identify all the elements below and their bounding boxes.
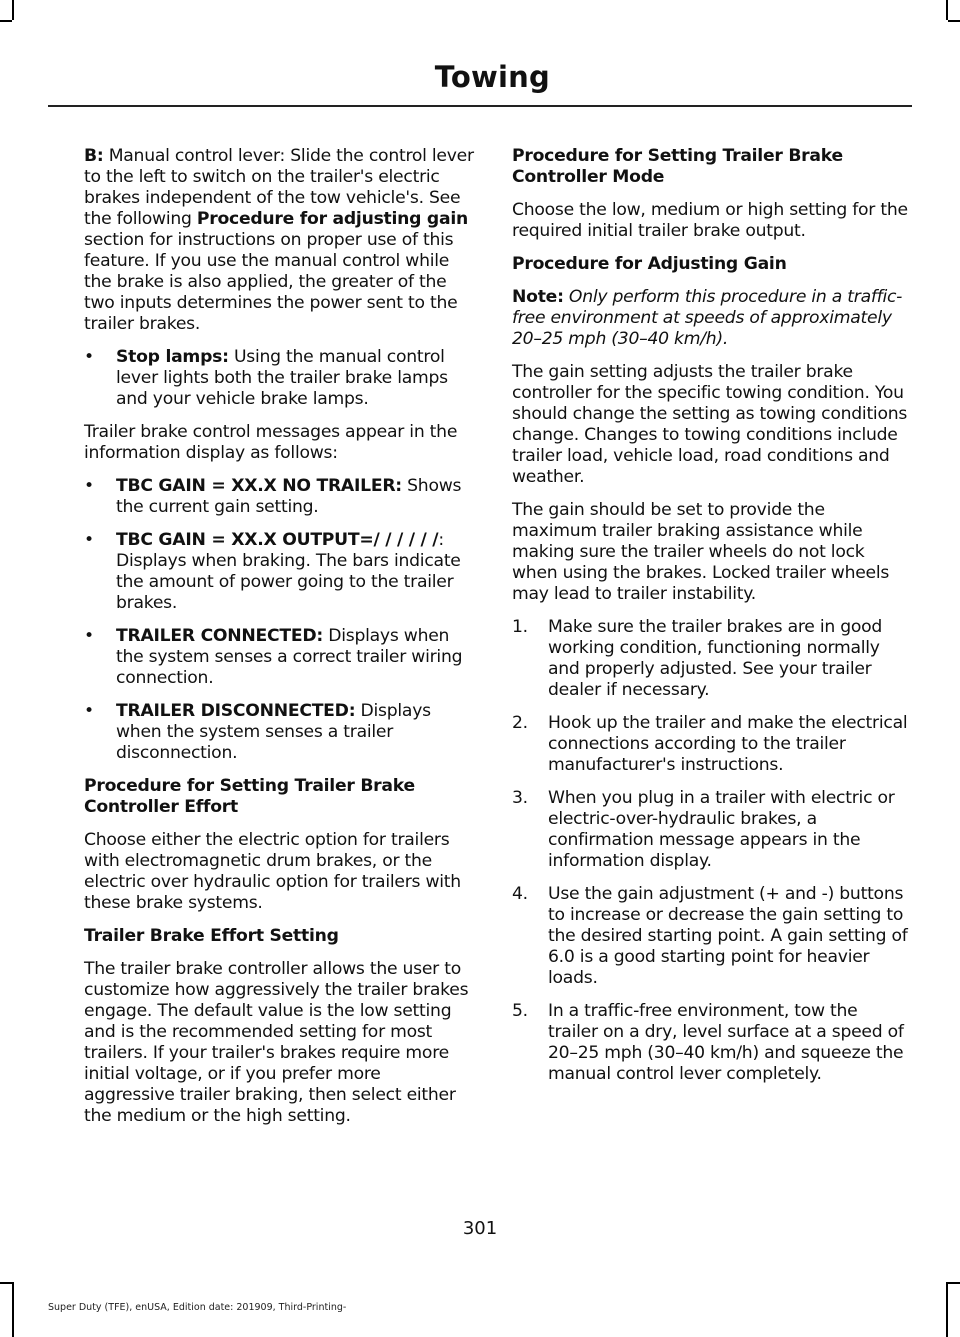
list-item: • TRAILER CONNECTED: Displays when the system senses a correct trailer wiring connection. [84, 626, 463, 688]
list-item: • TBC GAIN = XX.X OUTPUT=/ / / / / /: Displays when braking. The bars indicate the amount of power going to the trailer brakes. [84, 530, 461, 613]
gain-paragraph-1: The gain setting adjusts the trailer brake controller for the specific towing condition. You should change the setting as towing conditions change. Changes to towing conditions include trailer load, vehicle load, road conditions and weather. [512, 362, 908, 487]
list-item: • Stop lamps: Using the manual control lever lights both the trailer brake lamps and your vehicle brake lamps. [84, 347, 448, 409]
step-number: 1. [512, 617, 528, 637]
crop-mark-bottom-left-v [12, 1282, 14, 1337]
crop-mark-top-right-h [948, 20, 960, 22]
list-item: 5. In a traffic-free environment, tow the trailer on a dry, level surface at a speed of 20–25 mph (30–40 km/h) and squeeze the manual control lever completely. [512, 1001, 904, 1084]
bullet-marker: • [84, 701, 94, 721]
header-divider [48, 105, 912, 107]
manual-lever-paragraph: B: Manual control lever: Slide the control lever to the left to switch on the trailer's electric brakes independent of the tow vehicle's. See the following Procedure for adjusting gain section for instructions on proper use of this feature. If you use the manual control while the brake is also applied, the greater of the two inputs determines the power sent to the trailer brakes. [84, 146, 474, 334]
page-number: 301 [462, 1218, 498, 1239]
list-item: • TRAILER DISCONNECTED: Displays when the system senses a trailer disconnection. [84, 701, 431, 763]
gain-steps-list [512, 617, 908, 1085]
cross-reference: Procedure for adjusting gain [196, 209, 468, 229]
step-number: 3. [512, 788, 528, 808]
crop-mark-top-left-v [12, 0, 14, 20]
page-title: Towing [434, 60, 550, 94]
list-item: 3. When you plug in a trailer with electric or electric-over-hydraulic brakes, a confirmation message appears in the information display. [512, 788, 895, 871]
stop-lamps-list [84, 347, 476, 410]
note-label: Note: [512, 287, 564, 307]
gain-paragraph-2: The gain should be set to provide the maximum trailer braking assistance while making sure the trailer wheels do not lock when using the brakes. Locked trailer wheels may lead to trailer instability. [512, 500, 890, 604]
bullet-marker: • [84, 347, 94, 367]
lead-label: B: [84, 146, 104, 166]
list-item: 4. Use the gain adjustment (+ and -) buttons to increase or decrease the gain setting to the desired starting point. A gain setting of 6.0 is a good starting point for heavier loads. [512, 884, 908, 988]
messages-list [84, 476, 476, 764]
list-item: 2. Hook up the trailer and make the electrical connections according to the trailer manufacturer's instructions. [512, 713, 908, 775]
section-heading-effort: Procedure for Setting Trailer Brake Controller Effort [84, 776, 415, 817]
right-column [512, 146, 908, 1097]
bullet-marker: • [84, 626, 94, 646]
crop-mark-bottom-left-h [0, 1282, 12, 1284]
step-number: 5. [512, 1001, 528, 1021]
bullet-marker: • [84, 476, 94, 496]
step-number: 2. [512, 713, 528, 733]
crop-mark-top-right-v [946, 0, 948, 20]
list-item: • TBC GAIN = XX.X NO TRAILER: Shows the current gain setting. [84, 476, 462, 517]
effort-paragraph: Choose either the electric option for trailers with electromagnetic drum brakes, or the electric over hydraulic option for trailers with these brake systems. [84, 830, 461, 913]
crop-mark-bottom-right-v [946, 1282, 948, 1337]
section-heading-gain: Procedure for Adjusting Gain [512, 254, 787, 274]
note-paragraph: Note: Only perform this procedure in a traffic-free environment at speeds of approximately 20–25 mph (30–40 km/h). [512, 287, 903, 349]
effort-setting-paragraph: The trailer brake controller allows the user to customize how aggressively the trailer brakes engage. The default value is the low setting and is the recommended setting for most trailers. If your trailer's brakes require more initial voltage, or if you prefer more aggressive trailer braking, then select either the medium or the high setting. [84, 959, 469, 1126]
edition-footer: Super Duty (TFE), enUSA, Edition date: 201909, Third-Printing- [48, 1302, 347, 1313]
list-item: 1. Make sure the trailer brakes are in good working condition, functioning normally and properly adjusted. See your trailer dealer if necessary. [512, 617, 883, 700]
crop-mark-bottom-right-h [948, 1282, 960, 1284]
mode-paragraph: Choose the low, medium or high setting for the required initial trailer brake output. [512, 200, 908, 241]
section-heading-effort-setting: Trailer Brake Effort Setting [84, 926, 339, 946]
crop-mark-top-left-h [0, 20, 12, 22]
section-heading-mode: Procedure for Setting Trailer Brake Controller Mode [512, 146, 843, 187]
messages-intro: Trailer brake control messages appear in the information display as follows: [84, 422, 458, 463]
step-number: 4. [512, 884, 528, 904]
left-column [84, 146, 476, 1139]
bullet-marker: • [84, 530, 94, 550]
